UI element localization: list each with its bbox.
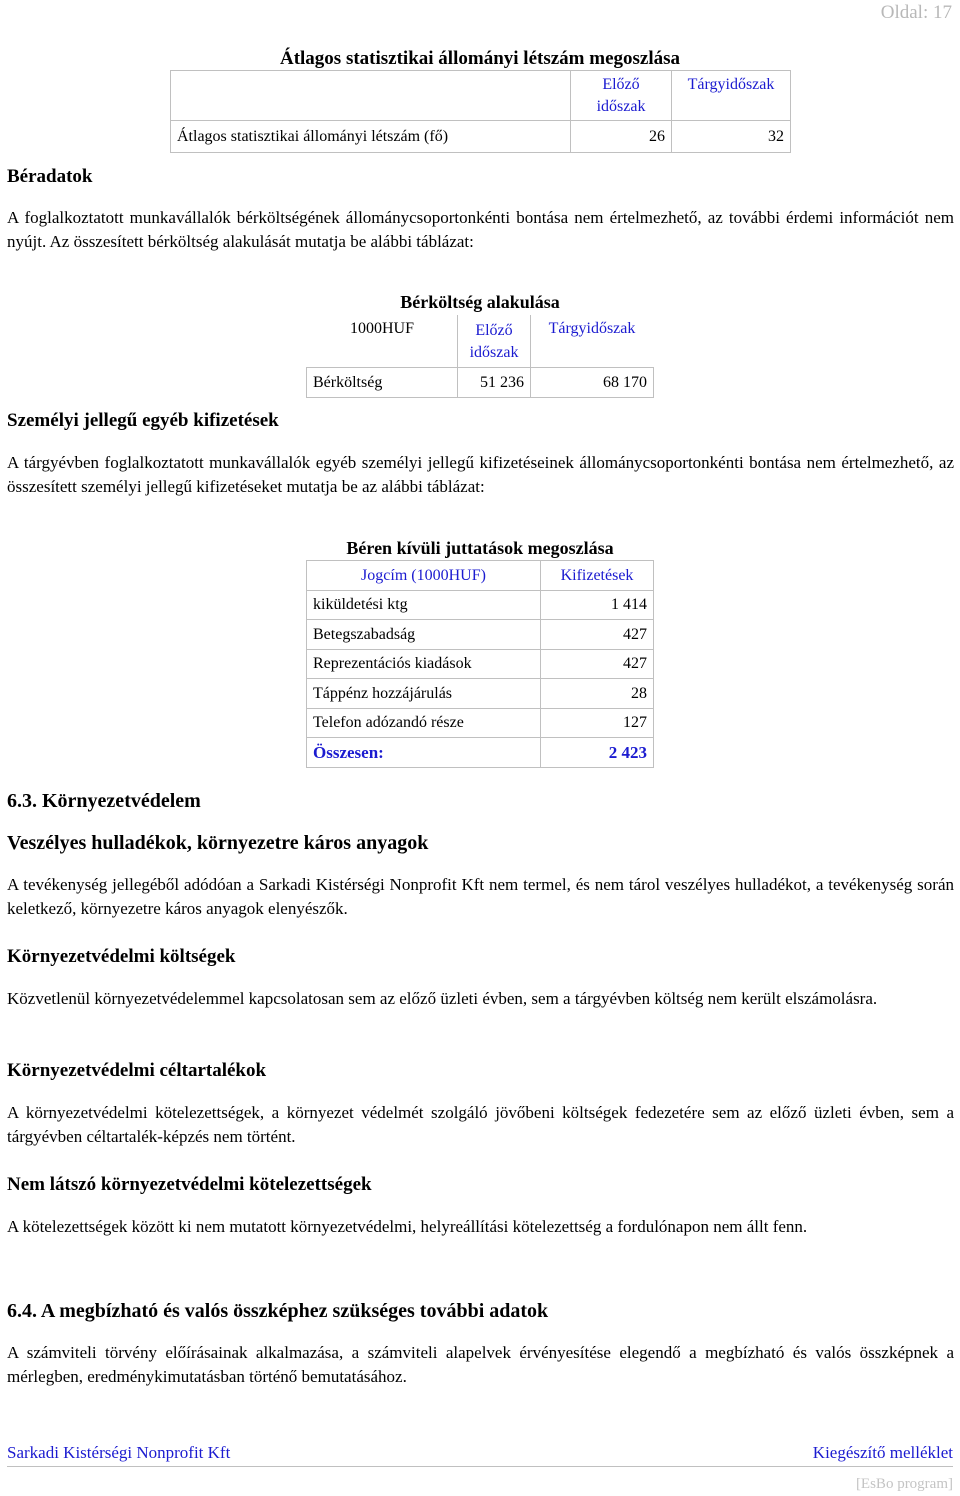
szemelyi-paragraph: A tárgyévben foglalkoztatott munkavállalók egyéb személyi jellegű kifizetéseinek állománycsoportonkénti bontása nem értelmezhető, az összesített személyi jellegű kifizetéseket mutatja be az alábbi táblázat: — [7, 453, 954, 496]
table-row — [307, 650, 654, 679]
table-row — [307, 620, 654, 650]
benefit-total-value: 2 423 — [541, 738, 654, 768]
benefit-value: 28 — [541, 679, 654, 709]
table-row — [307, 738, 654, 768]
table-row — [307, 591, 654, 620]
table-row — [307, 679, 654, 709]
benefit-value: 127 — [541, 709, 654, 738]
benefit-value: 1 414 — [541, 591, 654, 620]
benefit-value: 427 — [541, 620, 654, 650]
benefit-value: 427 — [541, 650, 654, 679]
page-number: Oldal: 17 — [880, 2, 952, 23]
benefit-label: Táppénz hozzájárulás — [307, 679, 541, 709]
wage-row-label: Bérköltség — [307, 368, 458, 398]
footer-document: Kiegészítő melléklet — [812, 1443, 953, 1462]
benefit-label: Reprezentációs kiadások — [307, 650, 541, 679]
wage-curr-value: 68 170 — [531, 368, 654, 398]
hazard-heading: Veszélyes hulladékok, környezetre káros anyagok — [7, 832, 429, 854]
headcount-table — [170, 70, 791, 153]
section-64-paragraph: A számviteli törvény előírásainak alkalmazása, a számviteli alapelvek érvényesítése elegendő a megbízható és valós összképnek a mérlegben, eredménykimutatásban történő bemutatásához. — [7, 1343, 954, 1386]
footer-divider — [7, 1466, 953, 1467]
benefit-label: Betegszabadság — [307, 620, 541, 650]
headcount-curr-value: 32 — [672, 121, 791, 153]
headcount-empty-header — [171, 71, 571, 121]
benefits-col-title: Jogcím (1000HUF) — [307, 561, 541, 591]
beradatok-heading: Béradatok — [7, 166, 93, 187]
table1-title: Átlagos statisztikai állományi létszám megoszlása — [279, 48, 680, 69]
benefit-label: kiküldetési ktg — [307, 591, 541, 620]
hazard-paragraph: A tevékenység jellegéből adódóan a Sarkadi Kistérségi Nonprofit Kft nem termel, és nem tárol veszélyes hulladékot, a tevékenység során keletkező, környezetre káros anyagok elenyészők. — [7, 875, 954, 918]
section-64-heading: 6.4. A megbízható és valós összképhez szükséges további adatok — [7, 1300, 549, 1322]
table-row — [307, 709, 654, 738]
szemelyi-heading: Személyi jellegű egyéb kifizetések — [7, 410, 279, 431]
wage-unit-header: 1000HUF — [307, 316, 458, 368]
wage-prev-value: 51 236 — [458, 368, 531, 398]
beradatok-paragraph: A foglalkoztatott munkavállalók bérköltségének állománycsoportonkénti bontása nem értelmezhető, az további érdemi információt nem nyújt. Az összesített bérköltség alakulását mutatja be alábbi táblázat: — [7, 208, 954, 251]
reserve-heading: Környezetvédelmi céltartalékok — [7, 1060, 267, 1081]
footer-company: Sarkadi Kistérségi Nonprofit Kft — [7, 1443, 231, 1462]
reserve-paragraph: A környezetvédelmi kötelezettségek, a környezet védelmét szolgáló jövőbeni költségek fedezetére sem az előző üzleti évben, sem a tárgyévben céltartalék-képzés nem történt. — [7, 1103, 954, 1146]
benefit-total-label: Összesen: — [307, 738, 541, 768]
headcount-row-label: Átlagos statisztikai állományi létszám (fő) — [171, 121, 571, 153]
cost-paragraph: Közvetlenül környezetvédelemmel kapcsolatosan sem az előző üzleti évben, sem a tárgyévben költség nem került elszámolásra. — [7, 989, 878, 1008]
hidden-liabilities-heading: Nem látszó környezetvédelmi kötelezettségek — [7, 1174, 372, 1195]
table3-title: Béren kívüli juttatások megoszlása — [346, 538, 614, 558]
wage-cost-table — [306, 315, 654, 398]
cost-heading: Környezetvédelmi költségek — [7, 946, 236, 967]
table2-title: Bérköltség alakulása — [400, 292, 560, 312]
headcount-col-prev: Előző időszak — [571, 71, 672, 121]
headcount-col-curr: Tárgyidőszak — [672, 71, 791, 121]
benefit-label: Telefon adózandó része — [307, 709, 541, 738]
wage-col-prev: Előző időszak — [458, 316, 531, 368]
footer-program: [EsBo program] — [855, 1476, 953, 1492]
headcount-prev-value: 26 — [571, 121, 672, 153]
benefits-col-amount: Kifizetések — [541, 561, 654, 591]
benefits-table — [306, 560, 654, 768]
env-section-heading: 6.3. Környezetvédelem — [7, 790, 201, 812]
hidden-liabilities-paragraph: A kötelezettségek között ki nem mutatott környezetvédelmi, helyreállítási kötelezettség a fordulónapon nem állt fenn. — [7, 1217, 808, 1236]
wage-col-curr: Tárgyidőszak — [531, 316, 654, 368]
